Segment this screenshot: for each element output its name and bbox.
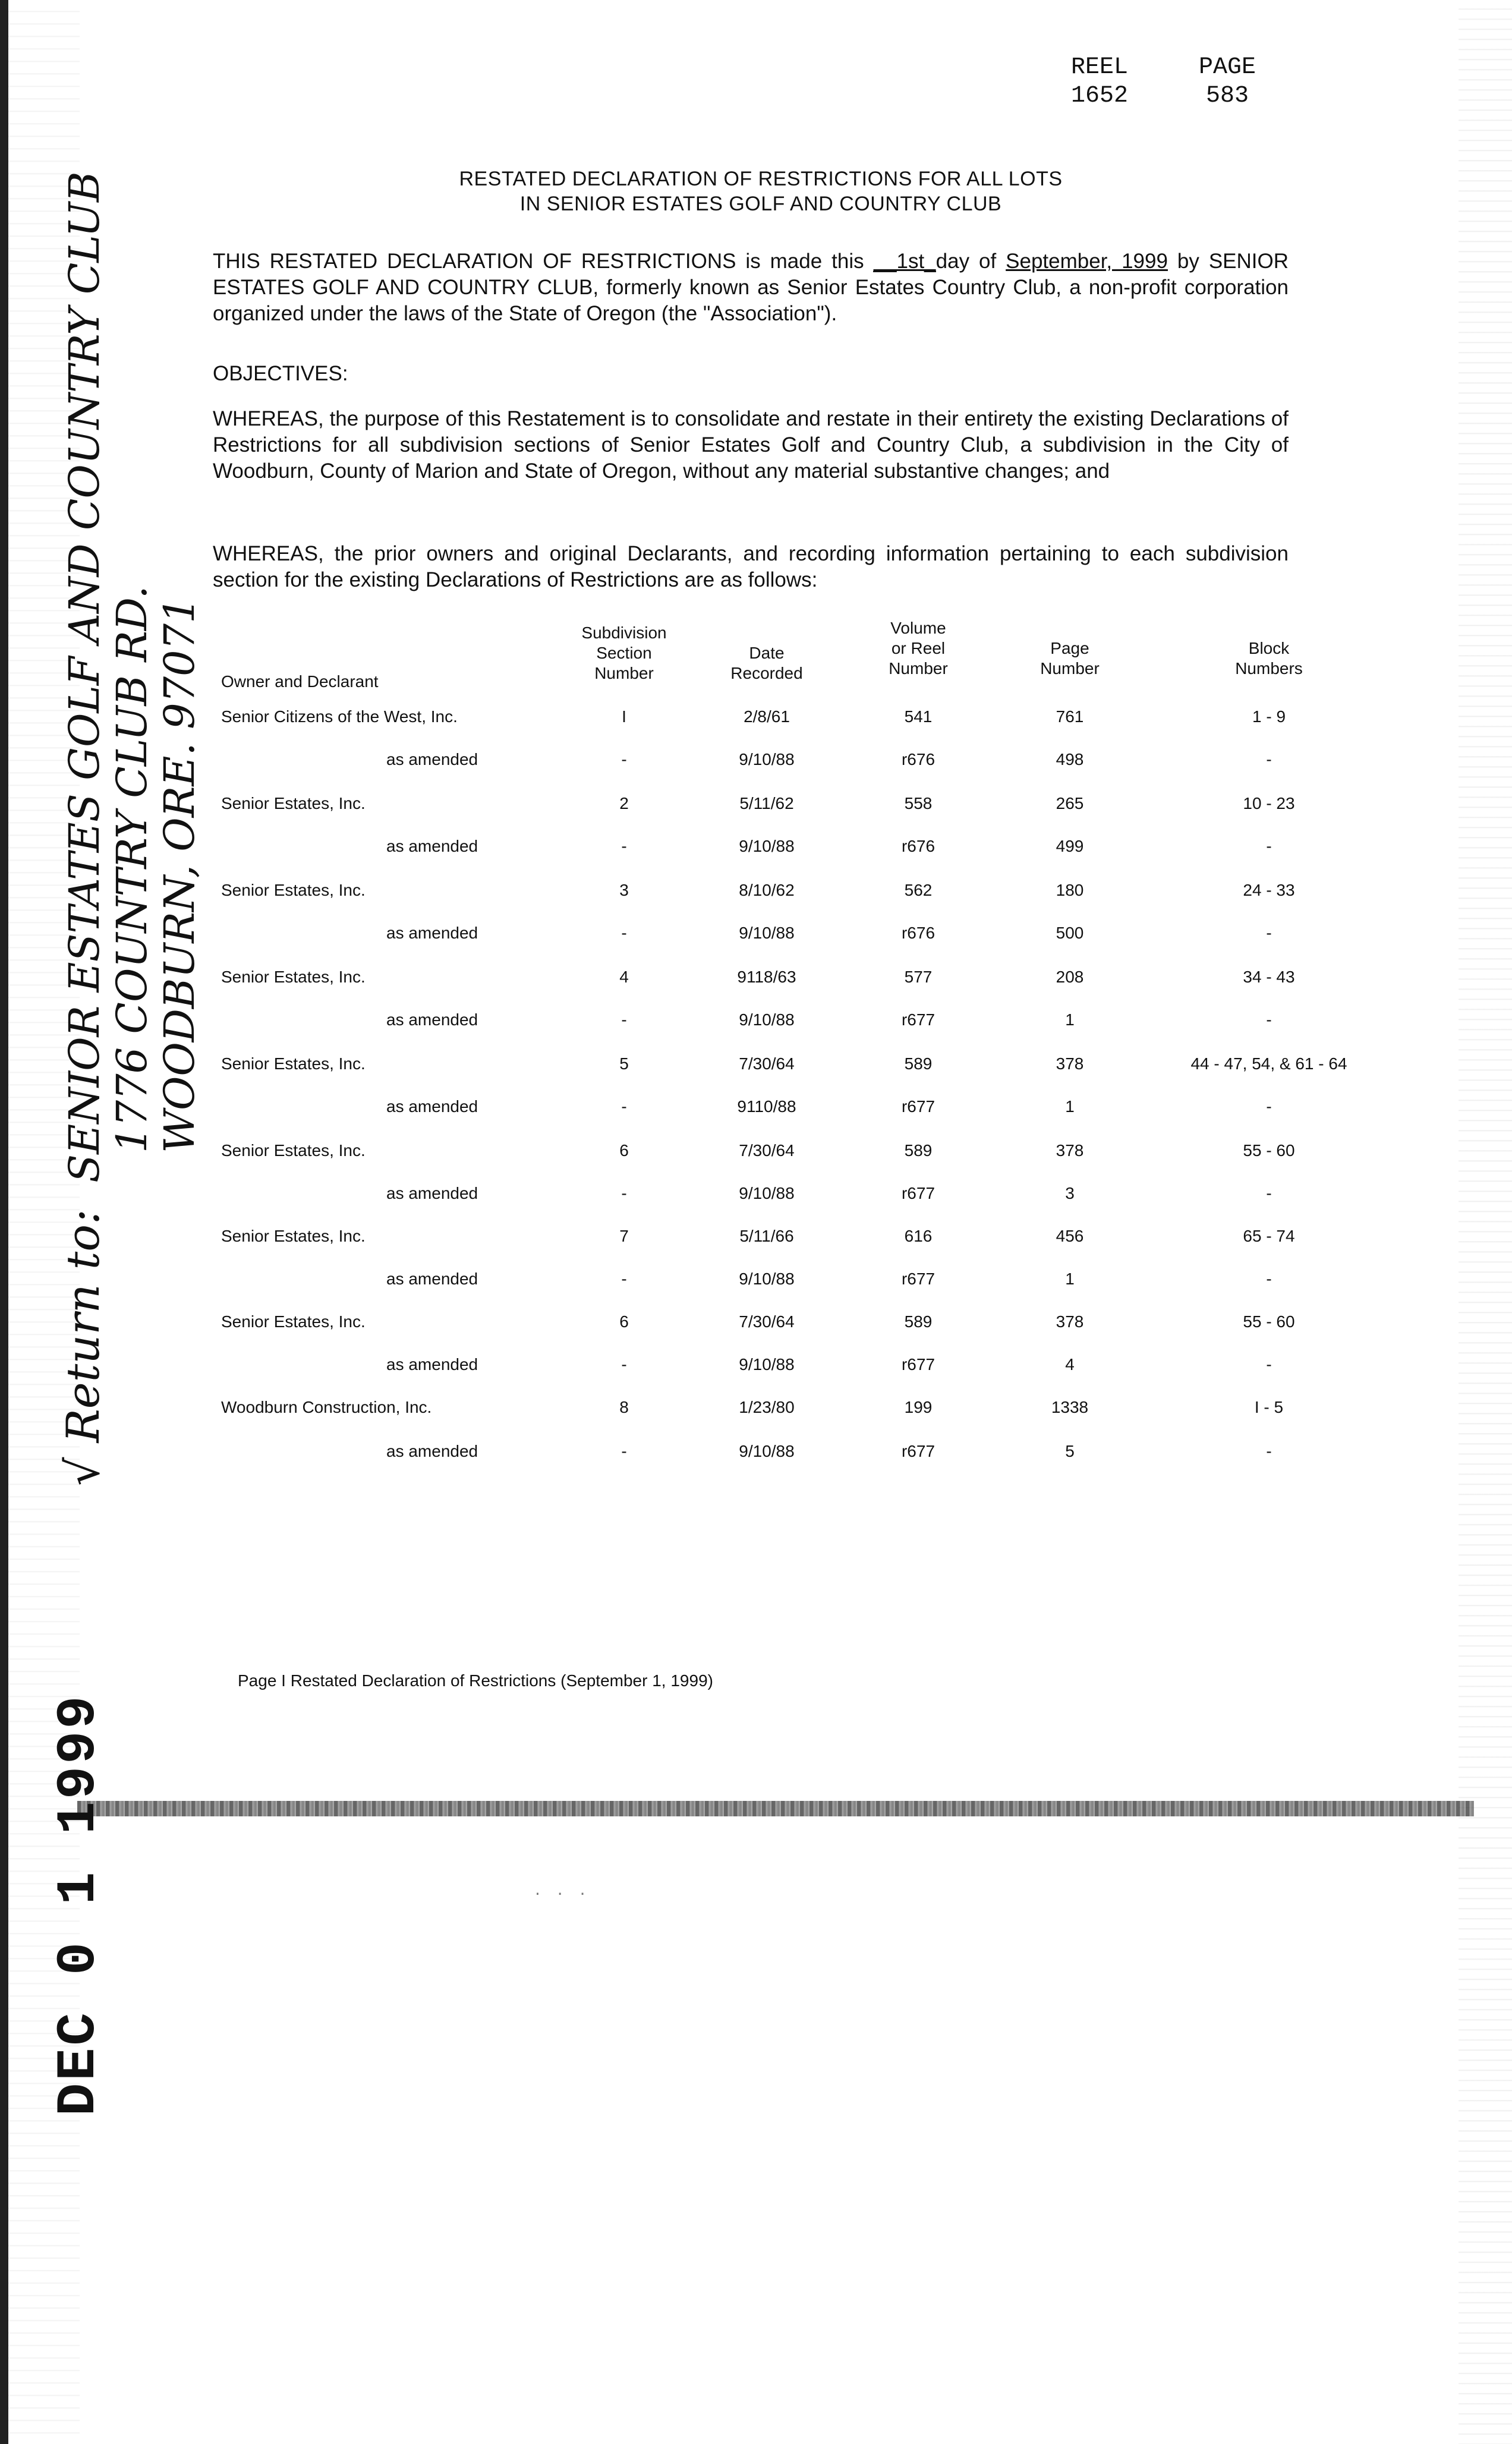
cell-blocks: -: [1266, 1097, 1272, 1116]
cell-volume: 199: [904, 1398, 933, 1416]
cell-blocks: -: [1266, 1355, 1272, 1374]
header-date-l1: Date: [749, 644, 785, 662]
header-page: [998, 638, 1141, 679]
cell-volume: r677: [901, 1355, 935, 1374]
cell-blocks: 55 - 60: [1243, 1141, 1295, 1160]
cell-section: -: [621, 924, 627, 942]
cell-page: 378: [1056, 1054, 1084, 1073]
cell-page: 1: [1065, 1010, 1075, 1029]
header-block: [1129, 638, 1409, 679]
page-block: [1177, 53, 1278, 111]
cell-date: 9/10/88: [739, 1270, 795, 1288]
cell-owner: as amended: [386, 1184, 478, 1202]
cell-blocks: -: [1266, 924, 1272, 942]
cell-date: 9118/63: [737, 968, 796, 986]
cell-date: 9/10/88: [739, 1355, 795, 1374]
cell-page: 208: [1056, 968, 1084, 986]
table-row: [214, 794, 1331, 830]
cell-blocks: -: [1266, 1010, 1272, 1029]
cell-blocks: -: [1266, 1270, 1272, 1288]
header-owner: [221, 672, 447, 692]
cell-page: 1: [1065, 1270, 1075, 1288]
cell-date: 9/10/88: [739, 837, 795, 855]
cell-blocks: I - 5: [1254, 1398, 1284, 1416]
table-row: [214, 1355, 1331, 1391]
cell-page: 1: [1065, 1097, 1075, 1116]
cell-volume: r677: [901, 1442, 935, 1460]
cell-volume: 577: [904, 968, 933, 986]
received-date-stamp: DEC 0 1 1999: [48, 1693, 110, 2116]
cell-blocks: 10 - 23: [1243, 794, 1295, 812]
header-page-l1: Page: [1050, 639, 1089, 657]
cell-date: 7/30/64: [739, 1054, 795, 1073]
cell-page: 1338: [1051, 1398, 1089, 1416]
cell-section: -: [621, 1010, 627, 1029]
cell-section: 8: [619, 1398, 629, 1416]
cell-owner: Woodburn Construction, Inc.: [221, 1398, 432, 1416]
table-row: [214, 837, 1331, 873]
cell-date: 9/10/88: [739, 1010, 795, 1029]
cell-blocks: -: [1266, 1442, 1272, 1460]
cell-section: 7: [619, 1227, 629, 1245]
page-footer: Page I Restated Declaration of Restrictions (September 1, 1999): [238, 1671, 713, 1690]
cell-volume: r676: [901, 750, 935, 769]
cell-blocks: -: [1266, 1184, 1272, 1202]
document-title: [297, 166, 1224, 216]
header-volume-l3: Number: [889, 659, 948, 678]
cell-volume: 589: [904, 1312, 933, 1331]
cell-date: 5/11/62: [739, 794, 794, 812]
table-row: [214, 1141, 1331, 1177]
cell-section: 3: [619, 881, 629, 899]
header-block-l2: Numbers: [1235, 659, 1303, 678]
cell-section: -: [621, 1184, 627, 1202]
handwriting-line-2: 1776 COUNTRY CLUB RD.: [108, 585, 156, 1153]
table-row: [214, 1270, 1331, 1305]
header-block-l1: Block: [1248, 639, 1290, 657]
cell-date: 9/10/88: [739, 1184, 795, 1202]
header-date-l2: Recorded: [730, 664, 803, 682]
cell-owner: Senior Estates, Inc.: [221, 1141, 366, 1160]
title-line-1: RESTATED DECLARATION OF RESTRICTIONS FOR ALL LOTS: [459, 168, 1063, 190]
table-row: [214, 1398, 1331, 1434]
cell-blocks: 24 - 33: [1243, 881, 1295, 899]
reel-block: [1046, 53, 1153, 111]
cell-date: 9/10/88: [739, 1442, 795, 1460]
cell-volume: 562: [904, 881, 933, 899]
cell-section: 2: [619, 794, 629, 812]
cell-page: 378: [1056, 1312, 1084, 1331]
cell-blocks: 65 - 74: [1243, 1227, 1295, 1245]
cell-section: 5: [619, 1054, 629, 1073]
table-row: [214, 968, 1331, 1003]
cell-volume: 558: [904, 794, 933, 812]
cell-page: 180: [1056, 881, 1084, 899]
cell-owner: Senior Citizens of the West, Inc.: [221, 707, 458, 726]
cell-volume: r677: [901, 1010, 935, 1029]
table-row: [214, 1010, 1331, 1046]
cell-owner: as amended: [386, 1355, 478, 1374]
table-row: [214, 924, 1331, 959]
cell-section: -: [621, 1442, 627, 1460]
cell-page: 378: [1056, 1141, 1084, 1160]
cell-volume: r676: [901, 837, 935, 855]
header-volume-l1: Volume: [890, 619, 946, 637]
cell-page: 265: [1056, 794, 1084, 812]
reel-label: REEL: [1070, 54, 1128, 81]
cell-section: -: [621, 1355, 627, 1374]
scan-ghost-marks: · · ·: [535, 1884, 591, 1904]
cell-date: 2/8/61: [744, 707, 790, 726]
cell-page: 499: [1056, 837, 1084, 855]
cell-blocks: 44 - 47, 54, & 61 - 64: [1190, 1054, 1347, 1073]
cell-date: 8/10/62: [739, 881, 795, 899]
cell-volume: r676: [901, 924, 935, 942]
cell-volume: 541: [904, 707, 933, 726]
cell-section: 6: [619, 1141, 629, 1160]
cell-volume: 589: [904, 1054, 933, 1073]
objectives-heading: OBJECTIVES:: [213, 362, 348, 385]
cell-page: 456: [1056, 1227, 1084, 1245]
handwriting-line-3: WOODBURN, ORE. 97071: [155, 597, 204, 1153]
cell-date: 9/10/88: [739, 750, 795, 769]
table-row: [214, 1184, 1331, 1220]
table-row: [214, 1054, 1347, 1090]
cell-page: 761: [1056, 707, 1084, 726]
whereas-paragraph-2: WHEREAS, the prior owners and original Declarants, and recording information pertaining to each subdivision section for the existing Declarations of Restrictions are as follows:: [213, 542, 1289, 591]
cell-date: 7/30/64: [739, 1312, 795, 1331]
whereas-paragraph-1: WHEREAS, the purpose of this Restatement is to consolidate and restate in their entirety the existing Declarations of Restrictions for all subdivision sections of Senior Estates Golf and Country Club, a subdivision in the City of Woodburn, County of Marion and State of Oregon, without any material substantive changes; and: [213, 407, 1289, 483]
cell-date: 1/23/80: [739, 1398, 795, 1416]
scan-left-border: [0, 0, 8, 2444]
intro-day: __1st_: [873, 250, 936, 273]
page-break-line: [77, 1801, 1474, 1816]
cell-owner: as amended: [386, 924, 478, 942]
cell-owner: Senior Estates, Inc.: [221, 881, 366, 899]
table-row: [214, 750, 1331, 786]
header-volume: [844, 618, 993, 679]
intro-post: by SENIOR ESTATES GOLF AND COUNTRY CLUB, formerly known as Senior Estates Country Club, a non-profit corporation organized under the laws of the State of Oregon (the "Association").: [213, 250, 1289, 325]
cell-volume: 589: [904, 1141, 933, 1160]
reel-number: 1652: [1070, 83, 1128, 109]
intro-paragraph: [213, 248, 1289, 327]
cell-blocks: -: [1266, 837, 1272, 855]
handwriting-prefix: √ Return to:: [56, 1209, 109, 1486]
handwriting-line-1-text: SENIOR ESTATES GOLF AND COUNTRY CLUB: [60, 171, 109, 1183]
cell-owner: Senior Estates, Inc.: [221, 1227, 366, 1245]
cell-section: -: [621, 837, 627, 855]
cell-section: 4: [619, 968, 629, 986]
page-label: PAGE: [1198, 54, 1256, 81]
cell-page: 500: [1056, 924, 1084, 942]
cell-date: 7/30/64: [739, 1141, 795, 1160]
cell-date: 5/11/66: [739, 1227, 794, 1245]
cell-section: -: [621, 1097, 627, 1116]
cell-date: 9110/88: [737, 1097, 796, 1116]
intro-pre: THIS RESTATED DECLARATION OF RESTRICTIONS is made this: [213, 250, 874, 273]
cell-page: 4: [1065, 1355, 1075, 1374]
cell-section: 6: [619, 1312, 629, 1331]
table-row: [214, 1442, 1331, 1478]
title-line-2: IN SENIOR ESTATES GOLF AND COUNTRY CLUB: [519, 193, 1002, 215]
cell-page: 5: [1065, 1442, 1075, 1460]
cell-owner: as amended: [386, 1270, 478, 1288]
header-section-l3: Number: [594, 664, 654, 682]
table-row: [214, 1227, 1331, 1262]
cell-owner: as amended: [386, 1010, 478, 1029]
cell-blocks: -: [1266, 750, 1272, 769]
cell-section: I: [622, 707, 626, 726]
header-volume-l2: or Reel: [891, 639, 946, 657]
cell-owner: as amended: [386, 750, 478, 769]
header-section-l1: Subdivision: [581, 623, 667, 642]
cell-page: 498: [1056, 750, 1084, 769]
cell-owner: Senior Estates, Inc.: [221, 968, 366, 986]
cell-volume: 616: [904, 1227, 933, 1245]
header-date: [689, 643, 844, 684]
table-row: [214, 707, 1331, 743]
cell-blocks: 34 - 43: [1243, 968, 1295, 986]
cell-owner: as amended: [386, 837, 478, 855]
cell-blocks: 1 - 9: [1252, 707, 1286, 726]
header-page-l2: Number: [1040, 659, 1100, 678]
cell-owner: Senior Estates, Inc.: [221, 1054, 366, 1073]
page-number: 583: [1205, 83, 1249, 109]
cell-blocks: 55 - 60: [1243, 1312, 1295, 1331]
header-owner-text: Owner and Declarant: [221, 672, 379, 691]
cell-volume: r677: [901, 1270, 935, 1288]
cell-owner: as amended: [386, 1097, 478, 1116]
table-row: [214, 1097, 1331, 1133]
cell-owner: as amended: [386, 1442, 478, 1460]
intro-date: September, 1999: [1006, 250, 1168, 273]
intro-mid: day of: [935, 250, 1006, 273]
cell-page: 3: [1065, 1184, 1075, 1202]
cell-owner: Senior Estates, Inc.: [221, 794, 366, 812]
cell-section: -: [621, 1270, 627, 1288]
header-section-l2: Section: [596, 644, 652, 662]
cell-volume: r677: [901, 1097, 935, 1116]
header-section: [559, 623, 689, 684]
cell-date: 9/10/88: [739, 924, 795, 942]
handwriting-line-1: [56, 171, 109, 1486]
table-row: [214, 1312, 1331, 1348]
cell-section: -: [621, 750, 627, 769]
handwritten-return-address: [56, 171, 204, 1486]
cell-owner: Senior Estates, Inc.: [221, 1312, 366, 1331]
scan-right-noise: [1459, 0, 1512, 2444]
cell-volume: r677: [901, 1184, 935, 1202]
table-row: [214, 881, 1331, 916]
